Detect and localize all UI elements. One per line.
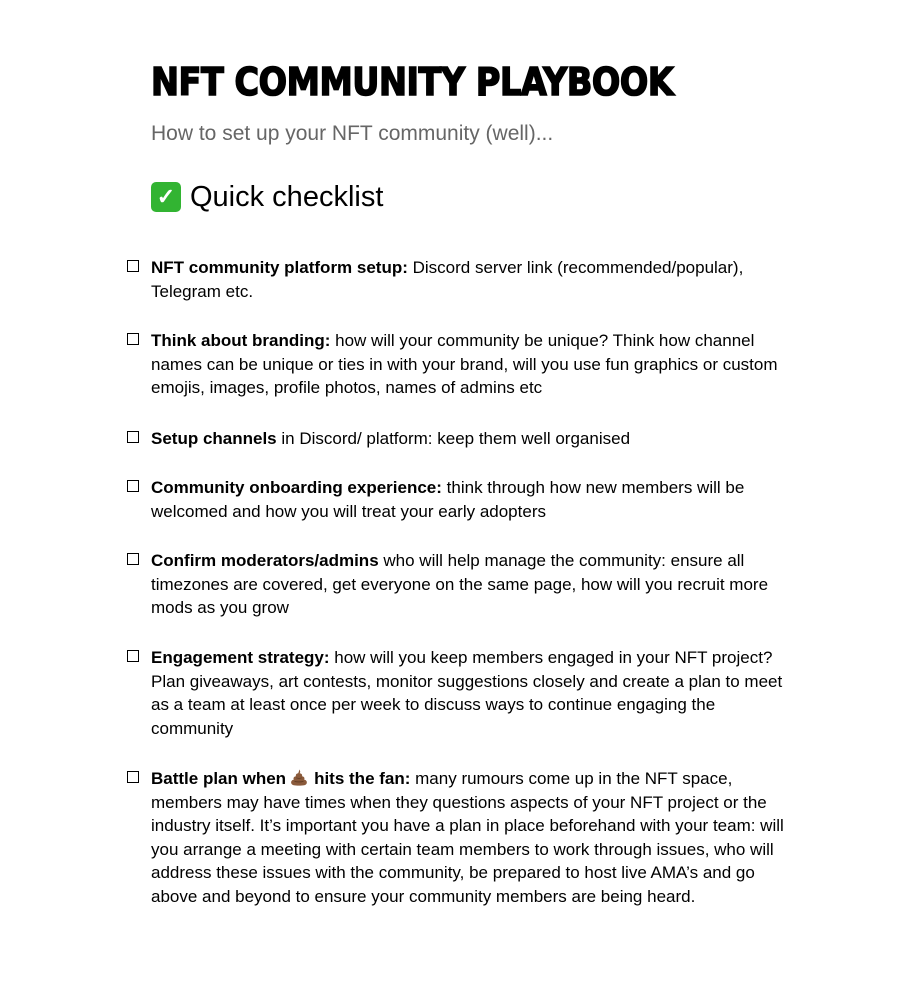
section-heading-label: Quick checklist bbox=[190, 181, 384, 213]
checkbox[interactable] bbox=[127, 480, 139, 492]
checklist-item-body: in Discord/ platform: keep them well organised bbox=[276, 429, 631, 448]
checklist-item-bold: Setup channels bbox=[151, 429, 277, 448]
checklist-item-bold: NFT community platform setup: bbox=[151, 258, 408, 277]
checkbox[interactable] bbox=[127, 431, 139, 443]
checklist-item-text bbox=[151, 476, 796, 523]
page-subtitle: How to set up your NFT community (well)... bbox=[151, 122, 554, 145]
checklist-item-text bbox=[151, 549, 796, 620]
checklist-item-bold: hits the fan: bbox=[314, 769, 411, 788]
checklist-item-text bbox=[151, 427, 796, 451]
checklist-item-body: think through how new members will be welcomed and how you will treat your early adopters bbox=[151, 478, 745, 521]
checkbox[interactable] bbox=[127, 553, 139, 565]
checklist-item-bold: Think about branding: bbox=[151, 331, 331, 350]
check-mark-button-icon: ✓ bbox=[151, 182, 181, 212]
section-heading bbox=[151, 178, 383, 216]
checkbox[interactable] bbox=[127, 771, 139, 783]
pile-of-poo-icon bbox=[290, 769, 308, 786]
page-title: NFT COMMUNITY PLAYBOOK bbox=[151, 60, 674, 104]
checkbox[interactable] bbox=[127, 333, 139, 345]
checklist-item-body: how will you keep members engaged in your NFT project? Plan giveaways, art contests, monitor suggestions closely and create a plan to meet as a team at least once per week to discuss ways to continue engaging the community bbox=[151, 648, 783, 738]
checklist-item-bold: Battle plan when bbox=[151, 769, 287, 788]
checklist-item-bold: Engagement strategy: bbox=[151, 648, 330, 667]
checklist-item-body: how will your community be unique? Think how channel names can be unique or ties in with your brand, will you use fun graphics or custom emojis, images, profile photos, names of admins etc bbox=[151, 331, 778, 397]
checklist-item-bold: Confirm moderators/admins bbox=[151, 551, 379, 570]
checkbox[interactable] bbox=[127, 260, 139, 272]
checklist-item-text bbox=[151, 256, 796, 303]
checklist-item-text bbox=[151, 329, 796, 400]
checkbox[interactable] bbox=[127, 650, 139, 662]
checklist-item-text bbox=[151, 767, 796, 908]
checklist-item-text bbox=[151, 646, 796, 740]
checklist-item-bold: Community onboarding experience: bbox=[151, 478, 442, 497]
checklist-item-body: many rumours come up in the NFT space, members may have times when they questions aspects of your NFT project or the industry itself. It’s important you have a plan in place beforehand with your team: will you arrange a meeting with certain team members to work through issues, who will address these issues with the community, be prepared to host live AMA’s and go above and beyond to ensure your community members are being heard. bbox=[151, 769, 784, 906]
checklist-item-body: Discord server link (recommended/popular), Telegram etc. bbox=[151, 258, 744, 301]
checklist-item-body: who will help manage the community: ensure all timezones are covered, get everyone on the same page, how will you recruit more mods as you grow bbox=[151, 551, 769, 617]
